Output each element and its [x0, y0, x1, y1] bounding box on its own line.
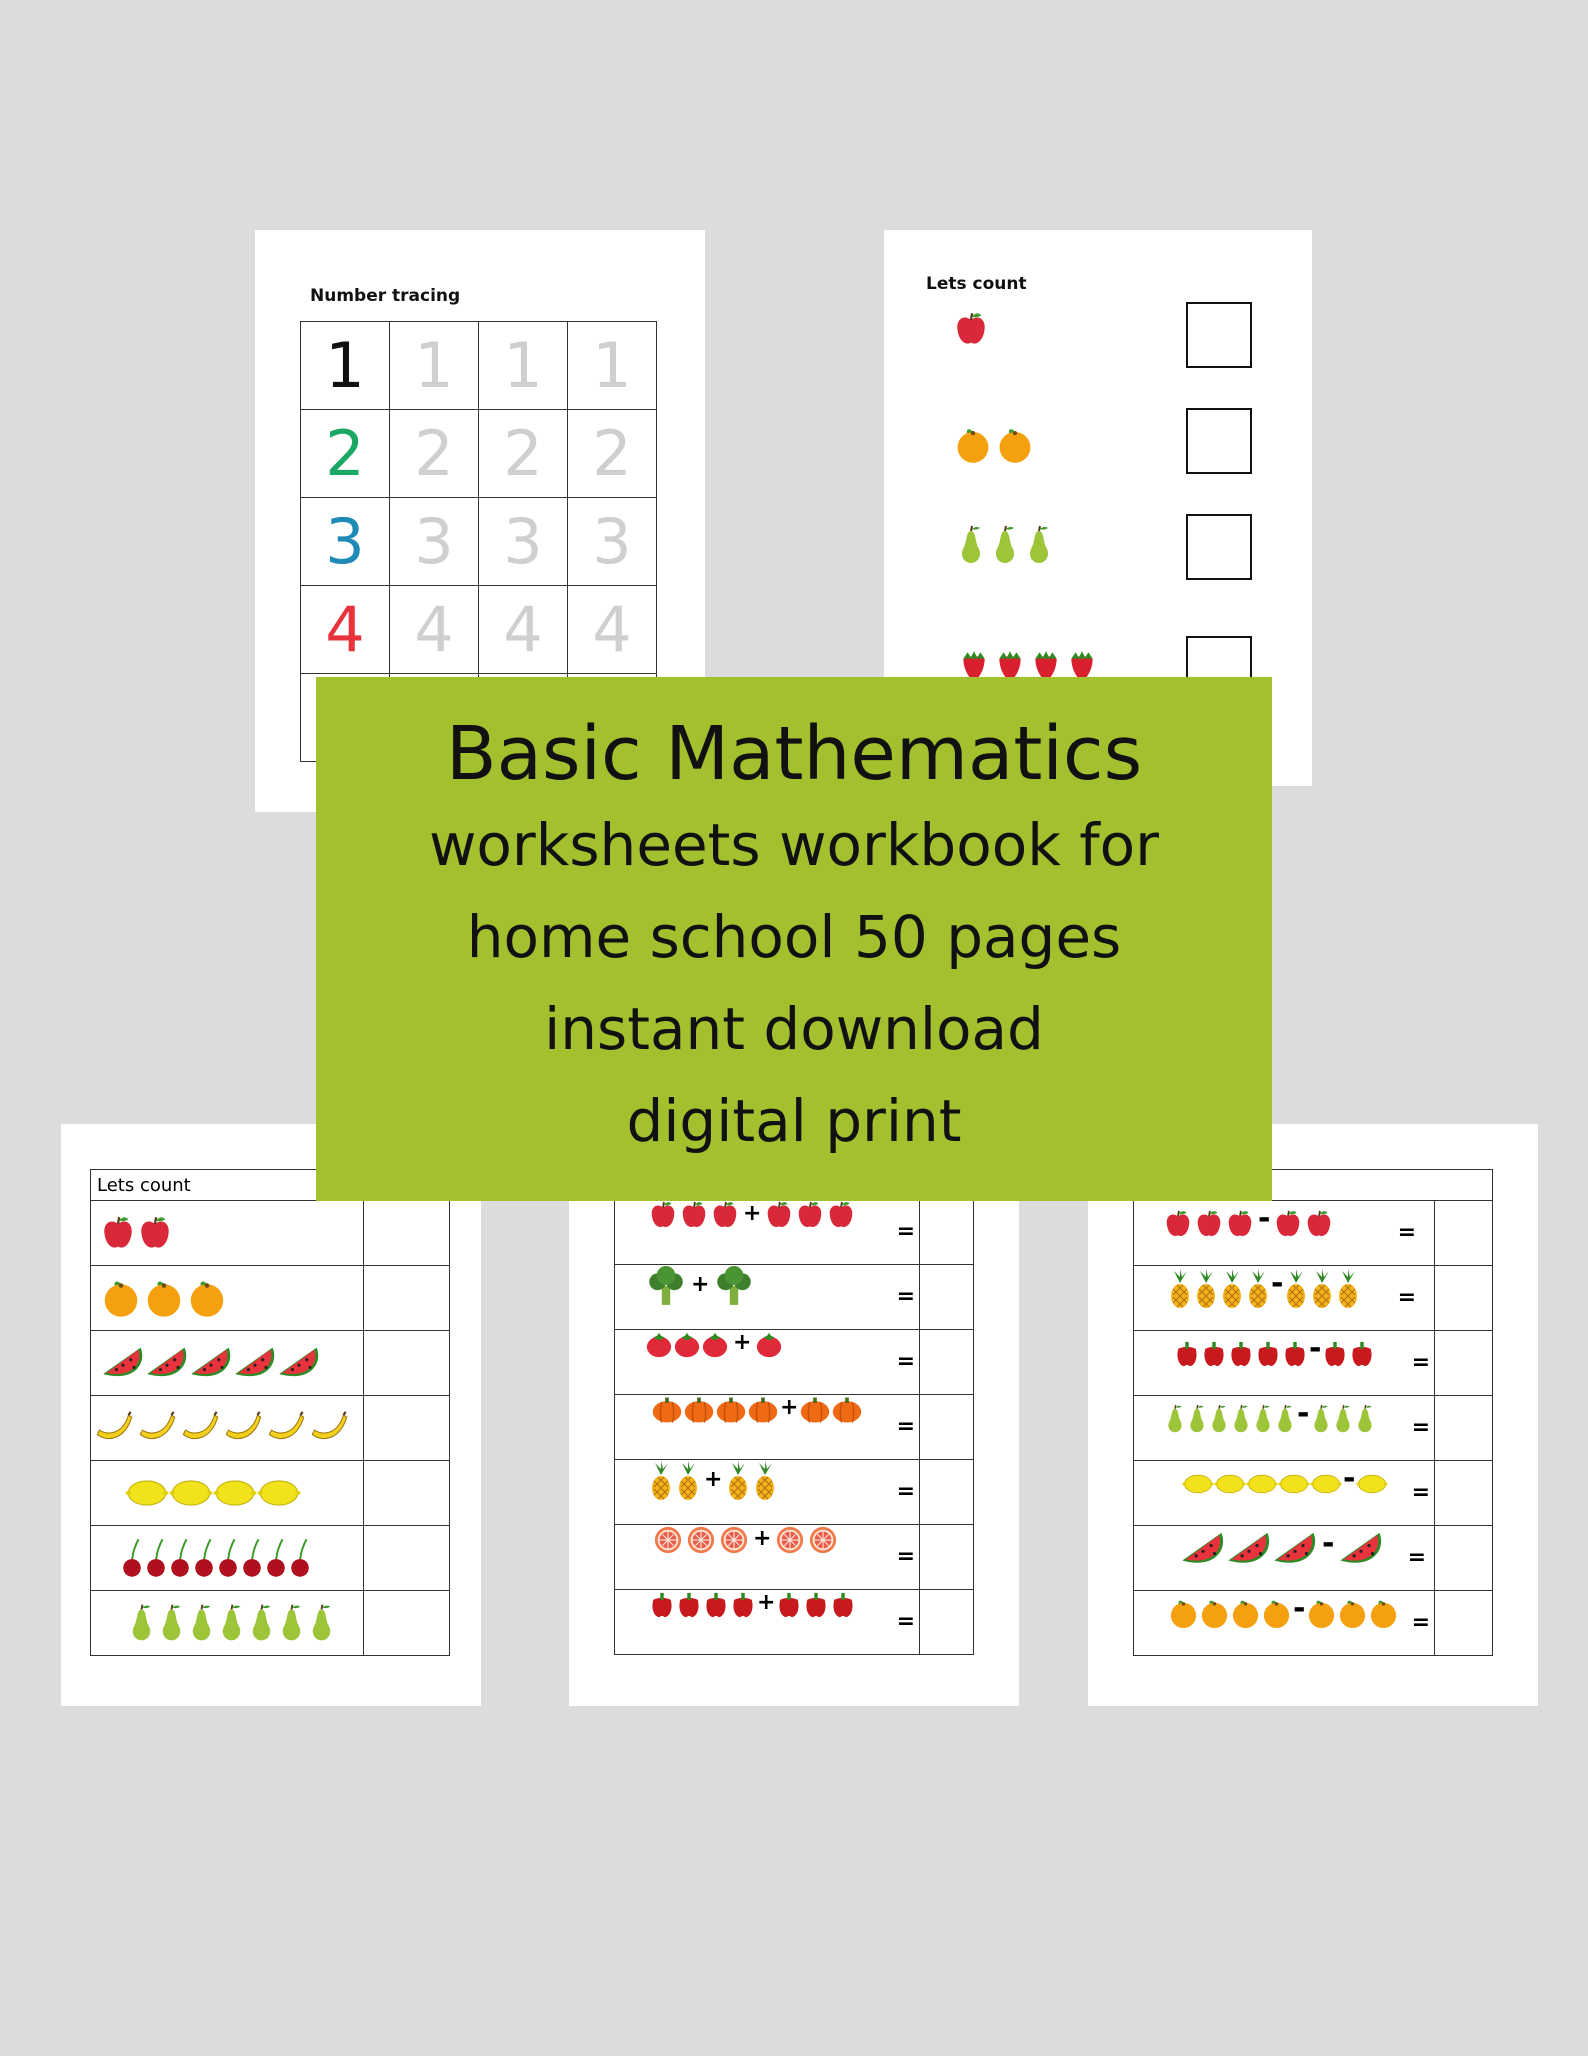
answer-cell[interactable]	[364, 1526, 450, 1591]
pineapple-icon	[1336, 1268, 1360, 1310]
pumpkin-icon	[747, 1396, 779, 1424]
equals-sign: =	[1397, 1285, 1416, 1310]
plus-sign: +	[780, 1395, 799, 1420]
minus-sign: -	[1293, 1591, 1306, 1626]
orange-icon	[187, 1278, 227, 1318]
orange-icon	[1261, 1598, 1292, 1629]
apple-icon	[1164, 1209, 1192, 1239]
table-row	[91, 1396, 450, 1461]
table-row	[1134, 1461, 1493, 1526]
answer-box[interactable]	[1186, 302, 1252, 368]
answer-cell[interactable]	[920, 1460, 974, 1525]
pear-icon	[127, 1601, 156, 1645]
answer-cell[interactable]	[920, 1265, 974, 1330]
cherry-icon	[241, 1536, 263, 1580]
answer-cell[interactable]	[364, 1461, 450, 1526]
table-row	[615, 1200, 974, 1265]
equation-cell	[1134, 1591, 1435, 1656]
answer-box[interactable]	[1186, 514, 1252, 580]
table-row	[1134, 1396, 1493, 1461]
apple-icon	[680, 1200, 708, 1230]
icons-cell	[91, 1461, 364, 1526]
pear-icon	[1208, 1402, 1230, 1436]
addition-worksheet	[569, 1124, 1019, 1706]
orange-row	[954, 426, 1034, 464]
equals-sign: =	[1411, 1610, 1430, 1635]
watermelon-icon	[101, 1345, 145, 1381]
subtraction-worksheet	[1088, 1124, 1538, 1706]
pepper-icon	[803, 1591, 829, 1619]
answer-cell[interactable]	[1435, 1201, 1493, 1266]
apple-icon	[765, 1200, 793, 1230]
table-row	[615, 1395, 974, 1460]
trace-ghost-digit: 2	[568, 410, 657, 498]
tomato-icon	[673, 1331, 701, 1359]
watermelon-icon	[1180, 1529, 1226, 1569]
orange-icon	[1230, 1598, 1261, 1629]
equals-sign: =	[896, 1414, 915, 1439]
cherry-icon	[217, 1536, 239, 1580]
apple-icon	[796, 1200, 824, 1230]
pineapple-icon	[1246, 1268, 1270, 1310]
pear-icon	[990, 522, 1020, 568]
answer-cell[interactable]	[1435, 1331, 1493, 1396]
trace-ghost-digit: 2	[479, 410, 568, 498]
trace-ghost-digit: 3	[479, 498, 568, 586]
trace-ghost-digit: 3	[390, 498, 479, 586]
table-row	[615, 1265, 974, 1330]
trace-ghost-digit: 1	[568, 322, 657, 410]
orange-icon	[1168, 1598, 1199, 1629]
banana-icon	[222, 1410, 265, 1446]
banner-line-3: instant download	[544, 995, 1044, 1063]
orange-icon	[1337, 1598, 1368, 1629]
cherry-icon	[121, 1536, 143, 1580]
pear-icon	[1252, 1402, 1274, 1436]
apple-icon	[827, 1200, 855, 1230]
icons-cell	[91, 1331, 364, 1396]
answer-cell[interactable]	[1435, 1396, 1493, 1461]
equals-sign: =	[1411, 1415, 1430, 1440]
pear-icon	[247, 1601, 276, 1645]
table-row	[91, 1591, 450, 1656]
banner-line-2: home school 50 pages	[466, 903, 1122, 971]
watermelon-icon	[277, 1345, 321, 1381]
watermelon-icon	[1272, 1529, 1318, 1569]
grapefruit-icon	[686, 1525, 716, 1555]
tracing-row	[301, 498, 657, 586]
table-row	[615, 1590, 974, 1655]
answer-cell[interactable]	[920, 1200, 974, 1265]
minus-sign: -	[1322, 1526, 1335, 1561]
lemon-icon	[1356, 1472, 1388, 1496]
orange-icon	[996, 426, 1034, 464]
count-table-worksheet	[61, 1124, 481, 1706]
cherry-icon	[169, 1536, 191, 1580]
tracing-row	[301, 410, 657, 498]
pear-icon	[1354, 1402, 1376, 1436]
broccoli-icon	[645, 1265, 687, 1307]
broccoli-icon	[713, 1265, 755, 1307]
title-banner	[316, 677, 1272, 1201]
equals-sign: =	[896, 1544, 915, 1569]
icons-cell	[91, 1266, 364, 1331]
grapefruit-icon	[719, 1525, 749, 1555]
trace-ghost-digit: 3	[568, 498, 657, 586]
answer-cell[interactable]	[364, 1201, 450, 1266]
watermelon-icon	[233, 1345, 277, 1381]
orange-icon	[1368, 1598, 1399, 1629]
equals-sign: =	[1407, 1545, 1426, 1570]
apple-icon	[1274, 1209, 1302, 1239]
pear-icon	[1310, 1402, 1332, 1436]
plus-sign: +	[691, 1271, 710, 1297]
tomato-icon	[645, 1331, 673, 1359]
pear-icon	[1024, 522, 1054, 568]
table-row	[615, 1460, 974, 1525]
trace-digit: 1	[301, 322, 390, 410]
lemon-icon	[125, 1476, 169, 1510]
answer-cell[interactable]	[920, 1590, 974, 1655]
apple-row	[954, 310, 988, 348]
banana-icon	[179, 1410, 222, 1446]
pear-icon	[277, 1601, 306, 1645]
pear-icon	[307, 1601, 336, 1645]
pumpkin-icon	[683, 1396, 715, 1424]
answer-cell[interactable]	[1435, 1526, 1493, 1591]
equation-cell	[1134, 1266, 1435, 1331]
tomato-icon	[701, 1331, 729, 1359]
minus-sign: -	[1258, 1201, 1271, 1236]
cherry-icon	[193, 1536, 215, 1580]
plus-sign: +	[757, 1590, 776, 1615]
trace-ghost-digit: 2	[390, 410, 479, 498]
equals-sign: =	[896, 1284, 915, 1309]
banner-line-4: digital print	[626, 1087, 962, 1155]
equals-sign: =	[1397, 1220, 1416, 1245]
plus-sign: +	[704, 1466, 723, 1492]
apple-icon	[101, 1214, 135, 1252]
equals-sign: =	[896, 1349, 915, 1374]
orange-icon	[1306, 1598, 1337, 1629]
pineapple-icon	[1168, 1268, 1192, 1310]
pepper-icon	[676, 1591, 702, 1619]
equals-sign: =	[896, 1479, 915, 1504]
equation-cell	[615, 1265, 920, 1330]
watermelon-icon	[1226, 1529, 1272, 1569]
answer-cell[interactable]	[920, 1525, 974, 1590]
apple-icon	[954, 310, 988, 348]
equation-cell	[615, 1460, 920, 1525]
pear-icon	[1164, 1402, 1186, 1436]
pear-icon	[1186, 1402, 1208, 1436]
pear-icon	[187, 1601, 216, 1645]
answer-cell[interactable]	[364, 1396, 450, 1461]
subtraction-table	[1133, 1169, 1493, 1656]
addition-table	[614, 1199, 974, 1655]
grapefruit-icon	[775, 1525, 805, 1555]
tomato-icon	[755, 1331, 783, 1359]
lemon-icon	[1246, 1472, 1278, 1496]
pineapple-icon	[676, 1460, 700, 1502]
watermelon-icon	[189, 1345, 233, 1381]
pepper-icon	[1201, 1340, 1227, 1368]
tracing-row	[301, 586, 657, 674]
answer-cell[interactable]	[1435, 1461, 1493, 1526]
pineapple-icon	[726, 1460, 750, 1502]
lemon-icon	[257, 1476, 301, 1510]
pepper-icon	[1174, 1340, 1200, 1368]
watermelon-icon	[1338, 1529, 1384, 1569]
pepper-icon	[649, 1591, 675, 1619]
equation-cell	[1134, 1331, 1435, 1396]
count-table	[90, 1169, 450, 1656]
equation-cell	[615, 1525, 920, 1590]
pineapple-icon	[649, 1460, 673, 1502]
trace-ghost-digit: 4	[390, 586, 479, 674]
trace-ghost-digit: 1	[390, 322, 479, 410]
table-row	[91, 1331, 450, 1396]
pepper-icon	[1282, 1340, 1308, 1368]
lemon-icon	[1182, 1472, 1214, 1496]
icons-cell	[91, 1201, 364, 1266]
lemon-icon	[1310, 1472, 1342, 1496]
tracing-row	[301, 322, 657, 410]
table-row	[1134, 1201, 1493, 1266]
icons-cell	[91, 1591, 364, 1656]
orange-icon	[1199, 1598, 1230, 1629]
pepper-icon	[1255, 1340, 1281, 1368]
banana-icon	[308, 1410, 351, 1446]
orange-icon	[144, 1278, 184, 1318]
pineapple-icon	[1284, 1268, 1308, 1310]
pumpkin-icon	[799, 1396, 831, 1424]
equals-sign: =	[896, 1609, 915, 1634]
equation-cell	[615, 1590, 920, 1655]
equation-cell	[615, 1200, 920, 1265]
trace-digit: 2	[301, 410, 390, 498]
plus-sign: +	[733, 1330, 752, 1355]
plus-sign: +	[743, 1200, 762, 1226]
apple-icon	[1226, 1209, 1254, 1239]
pumpkin-icon	[651, 1396, 683, 1424]
table-row	[1134, 1266, 1493, 1331]
pineapple-icon	[1194, 1268, 1218, 1310]
answer-cell[interactable]	[364, 1591, 450, 1656]
apple-icon	[711, 1200, 739, 1230]
pumpkin-icon	[831, 1396, 863, 1424]
pear-icon	[217, 1601, 246, 1645]
trace-ghost-digit: 4	[479, 586, 568, 674]
answer-box[interactable]	[1186, 408, 1252, 474]
watermelon-icon	[145, 1345, 189, 1381]
table-row	[615, 1525, 974, 1590]
answer-cell[interactable]	[364, 1266, 450, 1331]
grapefruit-icon	[653, 1525, 683, 1555]
cherry-icon	[289, 1536, 311, 1580]
table-row	[1134, 1591, 1493, 1656]
trace-digit: 4	[301, 586, 390, 674]
lemon-icon	[1278, 1472, 1310, 1496]
cherry-icon	[145, 1536, 167, 1580]
lemon-icon	[1214, 1472, 1246, 1496]
equation-cell	[615, 1395, 920, 1460]
table-row	[91, 1266, 450, 1331]
pepper-icon	[1349, 1340, 1375, 1368]
equation-cell	[1134, 1461, 1435, 1526]
count-sheet-title: Lets count	[926, 274, 1027, 294]
answer-cell[interactable]	[920, 1330, 974, 1395]
pear-icon	[956, 522, 986, 568]
minus-sign: -	[1309, 1331, 1322, 1366]
pear-icon	[157, 1601, 186, 1645]
equals-sign: =	[1411, 1350, 1430, 1375]
equation-cell	[1134, 1201, 1435, 1266]
banana-icon	[136, 1410, 179, 1446]
table-row	[91, 1461, 450, 1526]
table-row	[91, 1201, 450, 1266]
orange-icon	[954, 426, 992, 464]
grapefruit-icon	[808, 1525, 838, 1555]
pepper-icon	[703, 1591, 729, 1619]
answer-cell[interactable]	[920, 1395, 974, 1460]
equals-sign: =	[896, 1219, 915, 1244]
pineapple-icon	[1310, 1268, 1334, 1310]
equation-cell	[615, 1330, 920, 1395]
pear-icon	[1230, 1402, 1252, 1436]
trace-ghost-digit: 1	[479, 322, 568, 410]
pineapple-icon	[1220, 1268, 1244, 1310]
lemon-icon	[169, 1476, 213, 1510]
plus-sign: +	[753, 1525, 772, 1551]
pumpkin-icon	[715, 1396, 747, 1424]
table-row	[615, 1330, 974, 1395]
icons-cell	[91, 1526, 364, 1591]
apple-icon	[138, 1214, 172, 1252]
table-row	[1134, 1331, 1493, 1396]
answer-cell[interactable]	[1435, 1266, 1493, 1331]
apple-icon	[1305, 1209, 1333, 1239]
banner-line-1: worksheets workbook for	[428, 811, 1159, 879]
apple-icon	[1195, 1209, 1223, 1239]
pineapple-icon	[753, 1460, 777, 1502]
pepper-icon	[730, 1591, 756, 1619]
table-row	[91, 1526, 450, 1591]
answer-cell[interactable]	[364, 1331, 450, 1396]
trace-digit: 3	[301, 498, 390, 586]
minus-sign: -	[1343, 1461, 1356, 1496]
apple-icon	[649, 1200, 677, 1230]
pepper-icon	[776, 1591, 802, 1619]
pepper-icon	[830, 1591, 856, 1619]
minus-sign: -	[1297, 1396, 1310, 1431]
banner-title: Basic Mathematics	[445, 711, 1143, 797]
pepper-icon	[1322, 1340, 1348, 1368]
banana-icon	[93, 1410, 136, 1446]
banana-icon	[265, 1410, 308, 1446]
pear-icon	[1332, 1402, 1354, 1436]
equation-cell	[1134, 1396, 1435, 1461]
equals-sign: =	[1411, 1480, 1430, 1505]
pear-row	[956, 522, 1054, 568]
minus-sign: -	[1271, 1266, 1284, 1301]
pear-icon	[1274, 1402, 1296, 1436]
table-row	[1134, 1526, 1493, 1591]
pepper-icon	[1228, 1340, 1254, 1368]
equation-cell	[1134, 1526, 1435, 1591]
count-table-title: Lets count	[91, 1170, 450, 1201]
orange-icon	[101, 1278, 141, 1318]
tracing-title: Number tracing	[310, 286, 461, 306]
trace-ghost-digit: 4	[568, 586, 657, 674]
cherry-icon	[265, 1536, 287, 1580]
answer-cell[interactable]	[1435, 1591, 1493, 1656]
icons-cell	[91, 1396, 364, 1461]
lemon-icon	[213, 1476, 257, 1510]
